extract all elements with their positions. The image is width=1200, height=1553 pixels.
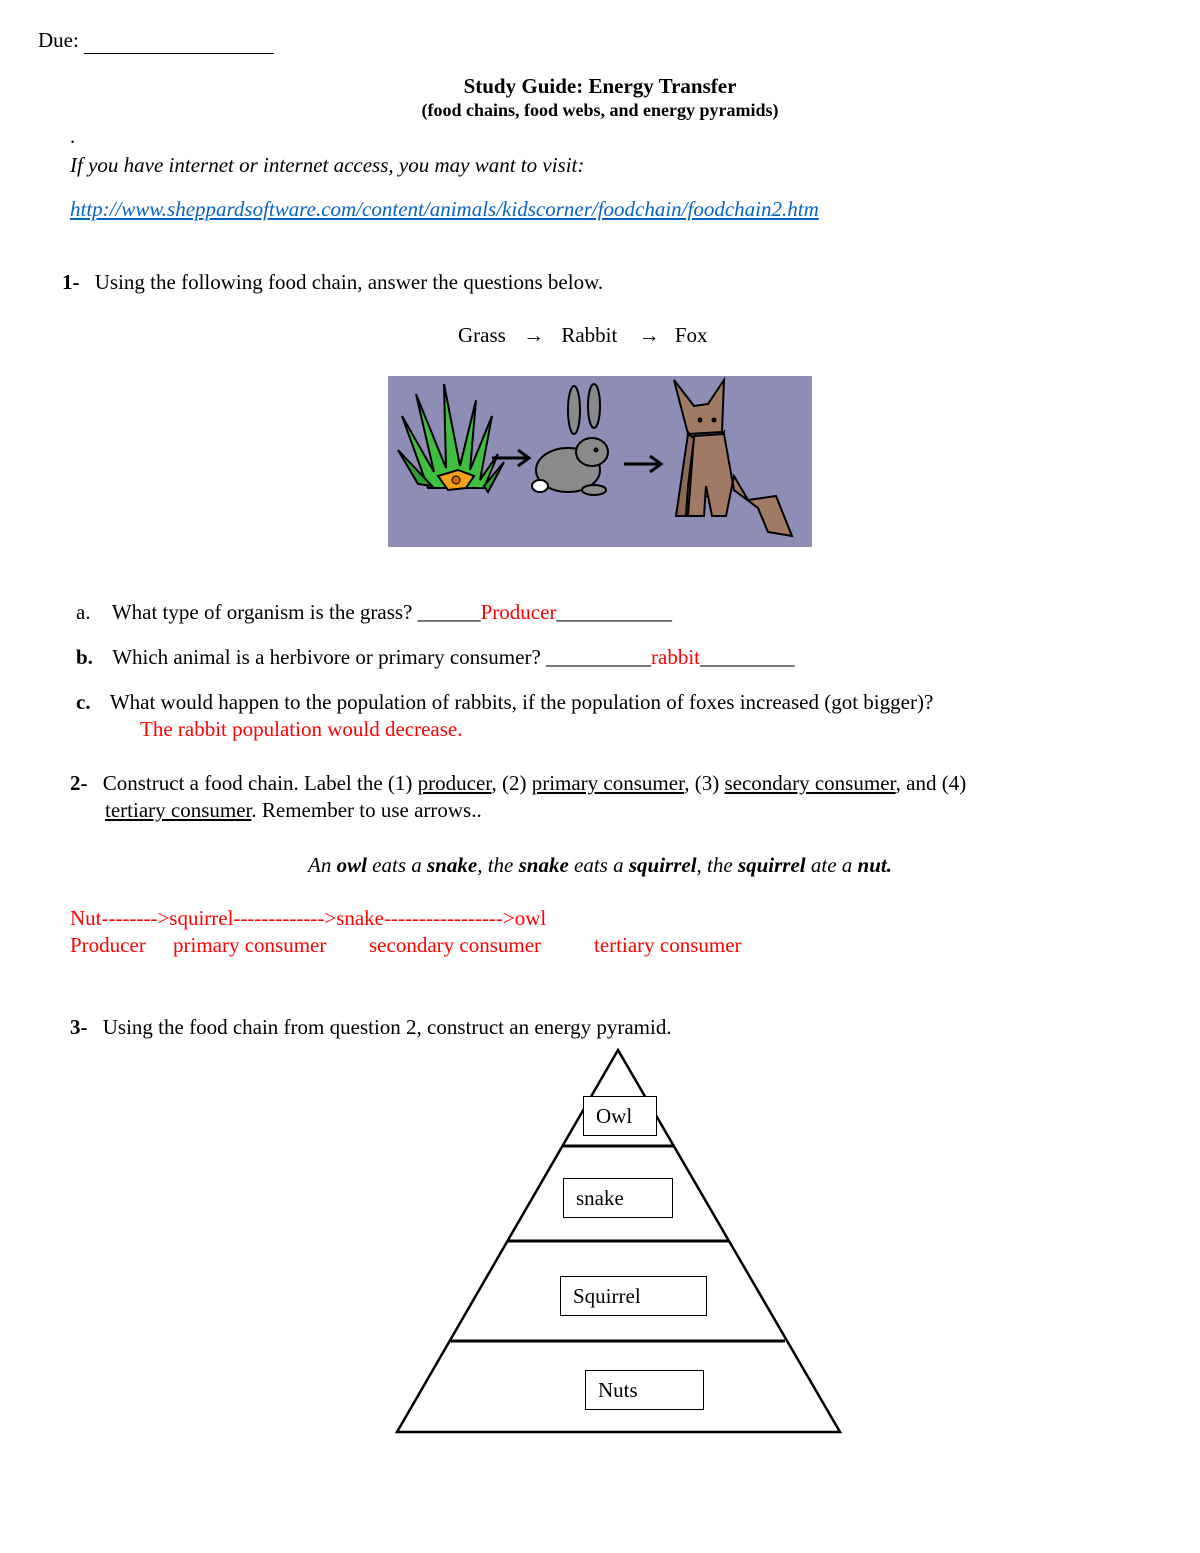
q2-prompt-end: . Remember to use arrows.. xyxy=(251,798,482,822)
q3-prompt: Using the food chain from question 2, construct an energy pyramid. xyxy=(102,1015,672,1039)
sentence-snake: snake xyxy=(427,853,478,877)
q2-secondary: secondary consumer xyxy=(724,771,896,795)
q2-sep-2: , (2) xyxy=(491,771,532,795)
sentence-text: ate a xyxy=(805,853,858,877)
sentence-text: An xyxy=(308,853,337,877)
q1c-label: c. xyxy=(76,690,91,714)
pyramid-level-base[interactable]: Nuts xyxy=(585,1370,704,1410)
resource-link[interactable]: http://www.sheppardsoftware.com/content/animals/kidscorner/foodchain/foodchain2.htm xyxy=(70,197,819,221)
q2-answer-label-4[interactable]: tertiary consumer xyxy=(594,933,742,957)
q1a-answer[interactable]: Producer xyxy=(480,600,557,624)
sentence-nut: nut. xyxy=(857,853,892,877)
q1b-blank-pre[interactable]: __________ xyxy=(546,645,652,669)
page-title: Study Guide: Energy Transfer xyxy=(463,74,737,98)
q2-answer-label-3[interactable]: secondary consumer xyxy=(369,933,542,957)
sentence-text: , the xyxy=(477,853,519,877)
sentence-text: eats a xyxy=(366,853,427,877)
sentence-text: , the xyxy=(696,853,738,877)
q2-answer-chain[interactable]: Nut-------->squirrel------------->snake----------------->owl xyxy=(70,906,547,930)
q1b-label: b. xyxy=(76,645,93,669)
sentence-owl: owl xyxy=(336,853,367,877)
q1a-question: What type of organism is the grass? xyxy=(111,600,413,624)
visit-text: If you have internet or internet access, you may want to visit: xyxy=(70,153,585,177)
q1c-question: What would happen to the population of rabbits, if the population of foxes increased (got bigger)? xyxy=(109,690,934,714)
pyramid-level-2[interactable]: snake xyxy=(563,1178,673,1218)
pyramid-level-3[interactable]: Squirrel xyxy=(560,1276,707,1316)
q1-prompt: Using the following food chain, answer the questions below. xyxy=(94,270,604,294)
chain-arrow-1: → xyxy=(523,323,545,347)
q1b-blank-post[interactable]: _________ xyxy=(700,645,795,669)
q2-answer-label-1[interactable]: Producer xyxy=(70,933,146,957)
sentence-squirrel: squirrel xyxy=(737,853,806,877)
page-subtitle: (food chains, food webs, and energy pyramids) xyxy=(421,100,779,120)
chain-arrow-2: → xyxy=(638,323,660,347)
sentence-squirrel: squirrel xyxy=(628,853,697,877)
dot-mark: . xyxy=(70,124,76,148)
q1a-label: a. xyxy=(76,600,91,624)
q2-number: 2- xyxy=(70,771,88,795)
q2-producer: producer xyxy=(417,771,492,795)
q1a-blank-post[interactable]: ___________ xyxy=(556,600,672,624)
q2-answer-label-2[interactable]: primary consumer xyxy=(173,933,327,957)
sentence-snake: snake xyxy=(518,853,569,877)
chain-grass: Grass xyxy=(458,323,506,347)
q2-prompt-1: Construct a food chain. Label the (1) xyxy=(102,771,418,795)
q1c-answer[interactable]: The rabbit population would decrease. xyxy=(140,717,463,741)
q1b-answer[interactable]: rabbit xyxy=(651,645,701,669)
pyramid-level-top[interactable]: Owl xyxy=(583,1096,657,1136)
q3-number: 3- xyxy=(70,1015,88,1039)
sentence-text: eats a xyxy=(568,853,629,877)
q2-sep-4: , and (4) xyxy=(895,771,967,795)
chain-rabbit: Rabbit xyxy=(561,323,618,347)
q2-tertiary: tertiary consumer xyxy=(105,798,252,822)
q2-sep-3: , (3) xyxy=(684,771,725,795)
due-label: Due: xyxy=(38,28,79,52)
q2-primary: primary consumer xyxy=(531,771,685,795)
q1-number: 1- xyxy=(62,270,80,294)
chain-fox: Fox xyxy=(674,323,708,347)
q1b-question: Which animal is a herbivore or primary consumer? xyxy=(112,645,541,669)
q1a-blank-pre[interactable]: ______ xyxy=(417,600,481,624)
